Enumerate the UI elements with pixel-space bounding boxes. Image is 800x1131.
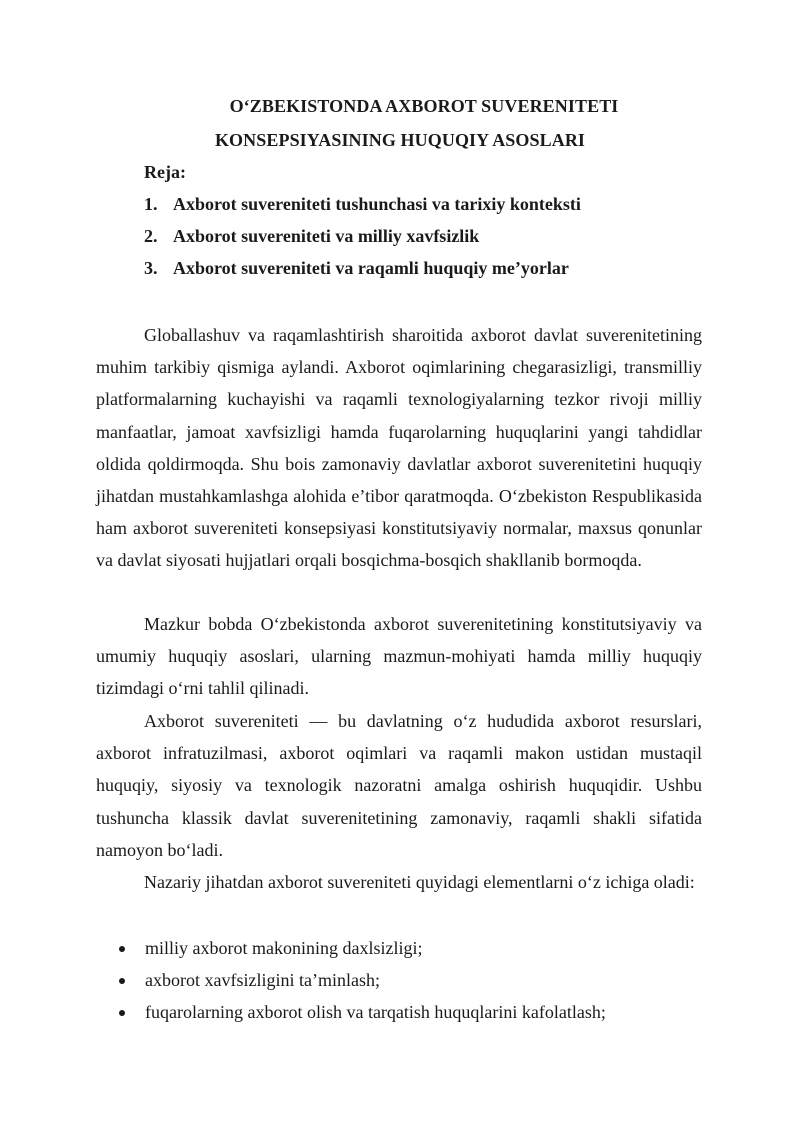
body-paragraph [96,608,702,705]
plan-label: Reja: [144,162,186,182]
bullet-text: fuqarolarning axborot olish va tarqatish huquqlarini kafolatlash; [145,1002,606,1023]
plan-item-text: Axborot suvereniteti va raqamli huquqiy me’yorlar [173,258,569,278]
plan-item-number: 3. [144,258,158,278]
plan-item-text: Axborot suvereniteti va milliy xavfsizlik [173,226,480,246]
plan-item [144,188,581,220]
plan-item-number: 1. [144,194,158,214]
plan-item-text: Axborot suvereniteti tushunchasi va tarixiy konteksti [173,194,581,214]
paragraph-text: Globallashuv va raqamlashtirish sharoitida axborot davlat suverenitetining muhim tarkibiy qismiga aylandi. Axborot oqimlarining chegarasizligi, transmilliy platformalarning kuchayishi va raqamli texnologiyalarning tezkor rivoji milliy manfaatlar, jamoat xavfsizligi hamda fuqarolarning huquqlarini yangi tahdidlar oldida qoldirmoqda. Shu bois zamonaviy davlatlar axborot suverenitetini huquqiy jihatdan mustahkamlashga alohida e’tibor qaratmoqda. O‘zbekiston Respublikasida ham axborot suvereniteti konsepsiyasi konstitutsiyaviy normalar, maxsus qonunlar va davlat siyosati hujjatlari orqali bosqichma-bosqich shakllanib bormoqda. [96,325,702,571]
bullet-list [96,932,606,1029]
body-paragraph [96,319,702,577]
plan-item [144,220,581,252]
body-paragraph [96,866,702,898]
plan-item-number: 2. [144,226,158,246]
body-paragraph [96,705,702,866]
paragraph-text: Mazkur bobda O‘zbekistonda axborot suverenitetining konstitutsiyaviy va umumiy huquqiy asoslari, ularning mazmun-mohiyati hamda milliy huquqiy tizimdagi o‘rni tahlil qilinadi. [96,614,702,699]
document-title-line-2: KONSEPSIYASINING HUQUQIY ASOSLARI [214,130,586,150]
bullet-item [96,964,606,996]
plan-item [144,252,581,284]
plan-list [144,188,581,284]
paragraph-text: Axborot suvereniteti — bu davlatning o‘z hududida axborot resurslari, axborot infratuzilmasi, axborot oqimlari va raqamli makon ustidan mustaqil huquqiy, siyosiy va texnologik nazoratni amalga oshirish huquqidir. Ushbu tushuncha klassik davlat suverenitetining zamonaviy, raqamli shakli sifatida namoyon bo‘ladi. [96,711,702,860]
bullet-icon [119,978,125,984]
document-title-line-1: O‘ZBEKISTONDA AXBOROT SUVERENITETI [229,96,619,116]
bullet-text: milliy axborot makonining daxlsizligi; [145,938,423,958]
paragraph-text: Nazariy jihatdan axborot suvereniteti quyidagi elementlarni o‘z ichiga oladi: [144,872,695,892]
bullet-icon [119,946,125,952]
bullet-icon [119,1010,125,1016]
bullet-item [96,932,606,964]
bullet-item [96,996,606,1028]
bullet-text: axborot xavfsizligini ta’minlash; [145,970,380,991]
